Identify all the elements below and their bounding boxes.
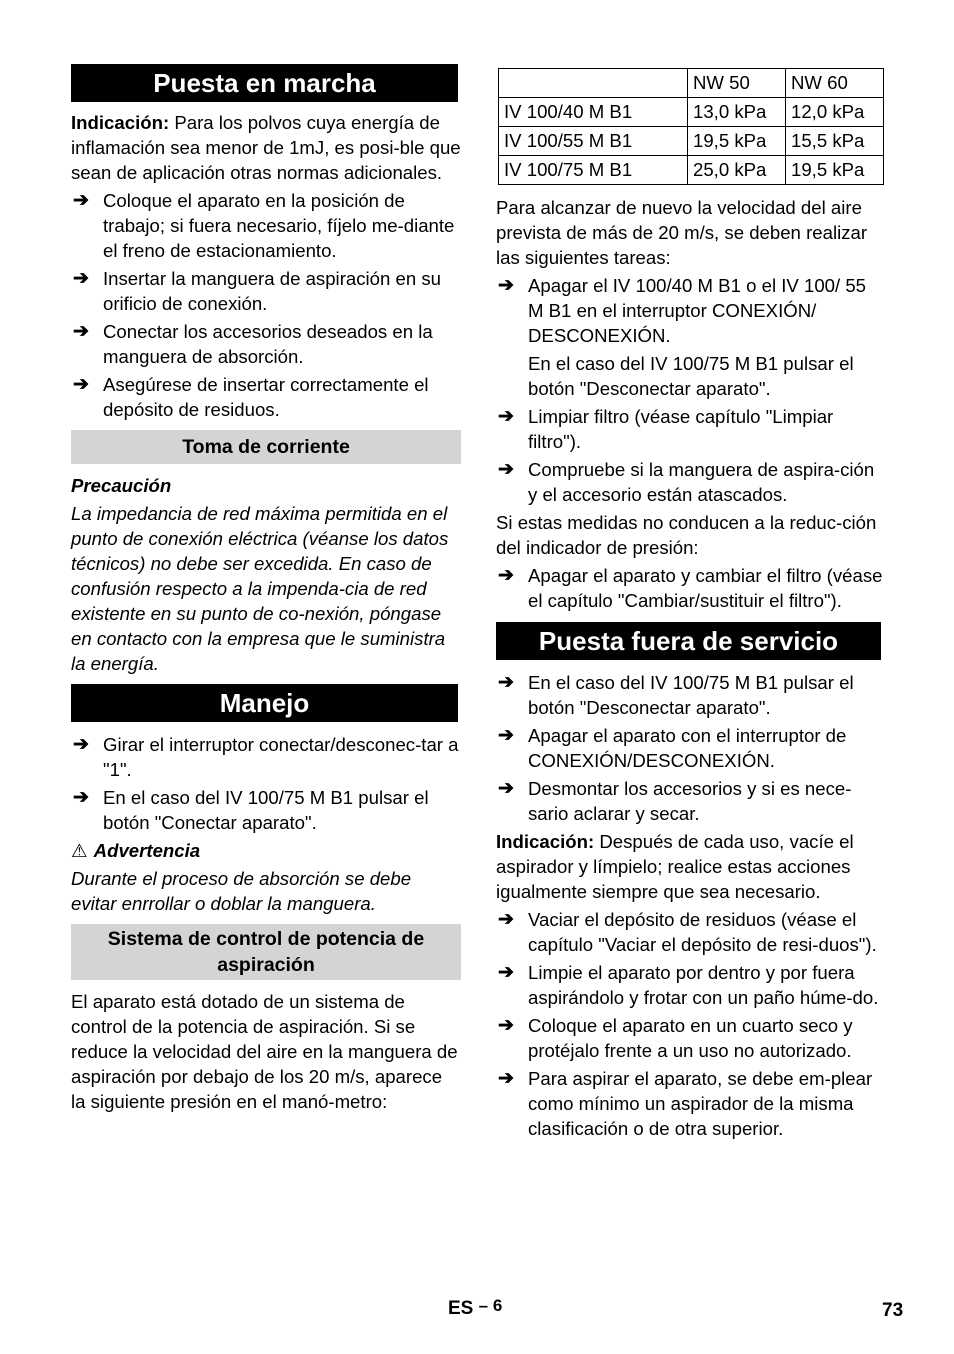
bullet-item bbox=[71, 188, 461, 263]
bullet-text: Asegúrese de insertar correctamente el depósito de residuos. bbox=[103, 374, 429, 420]
bullet-text: Compruebe si la manguera de aspira-ción y el accesorio están atascados. bbox=[528, 459, 875, 505]
arrow-icon: ➔ bbox=[498, 406, 514, 427]
arrow-icon: ➔ bbox=[498, 909, 514, 930]
bullet-item bbox=[496, 1013, 884, 1063]
heading-puesta-en-marcha: Puesta en marcha bbox=[71, 64, 458, 102]
pressure-table bbox=[498, 68, 884, 185]
precaucion-label: Precaución bbox=[71, 475, 172, 496]
bullet-text: Para aspirar el aparato, se debe em-plear como mínimo un aspirador de la misma clasificación o de otra superior. bbox=[528, 1068, 873, 1139]
arrow-icon: ➔ bbox=[498, 1015, 514, 1036]
table-header-cell: NW 60 bbox=[786, 69, 884, 98]
arrow-icon: ➔ bbox=[73, 190, 89, 211]
advertencia-text: Durante el proceso de absorción se debe evitar enrrollar o doblar la manguera. bbox=[71, 868, 412, 914]
bullet-item bbox=[496, 670, 884, 720]
table-cell: 15,5 kPa bbox=[786, 127, 884, 156]
arrow-icon: ➔ bbox=[498, 725, 514, 746]
arrow-icon: ➔ bbox=[498, 275, 514, 296]
arrow-icon: ➔ bbox=[73, 268, 89, 289]
warning-icon: ⚠ bbox=[71, 840, 88, 861]
sistema-text: El aparato está dotado de un sistema de control de la potencia de aspiración. Si se reduce la velocidad del aire en la manguera de aspiración por debajo de los 20 m/s, aparece la siguiente presión en el manó-metro: bbox=[71, 991, 458, 1112]
right-column bbox=[496, 64, 884, 1144]
bullet-text: Conectar los accesorios deseados en la manguera de absorción. bbox=[103, 321, 433, 367]
table-row bbox=[499, 127, 884, 156]
bullet-item bbox=[496, 723, 884, 773]
table-cell: IV 100/75 M B1 bbox=[499, 156, 688, 185]
table-cell: 12,0 kPa bbox=[786, 98, 884, 127]
table-header-cell: NW 50 bbox=[688, 69, 786, 98]
indicacion-label: Indicación: bbox=[496, 831, 595, 852]
arrow-icon: ➔ bbox=[498, 778, 514, 799]
arrow-icon: ➔ bbox=[73, 734, 89, 755]
footer-lang: ES bbox=[448, 1298, 474, 1319]
table-header-row bbox=[499, 69, 884, 98]
bullet-text: En el caso del IV 100/75 M B1 pulsar el botón "Desconectar aparato". bbox=[528, 672, 854, 718]
indicacion-label: Indicación: bbox=[71, 112, 170, 133]
advertencia-label: Advertencia bbox=[93, 840, 201, 861]
bullet-item bbox=[71, 266, 461, 316]
arrow-icon: ➔ bbox=[73, 374, 89, 395]
arrow-icon: ➔ bbox=[498, 1068, 514, 1089]
bullet-text: Apagar el aparato con el interruptor de CONEXIÓN/DESCONEXIÓN. bbox=[528, 725, 847, 771]
arrow-icon: ➔ bbox=[498, 565, 514, 586]
indicacion-text: Después de cada uso, vacíe el aspirador y límpielo; realice estas acciones igualmente siempre que sea necesario. bbox=[496, 831, 854, 902]
table-cell: IV 100/55 M B1 bbox=[499, 127, 688, 156]
para-text: Para alcanzar de nuevo la velocidad del aire prevista de más de 20 m/s, se deben realizar las siguientes tareas: bbox=[496, 197, 868, 268]
footer-dash-page: – 6 bbox=[478, 1296, 503, 1315]
arrow-icon: ➔ bbox=[498, 962, 514, 983]
arrow-icon: ➔ bbox=[498, 672, 514, 693]
arrow-icon: ➔ bbox=[73, 321, 89, 342]
arrow-icon: ➔ bbox=[498, 459, 514, 480]
heading-sistema-control: Sistema de control de potencia de aspiración bbox=[71, 924, 461, 980]
indicacion-paragraph bbox=[71, 110, 461, 185]
table-cell: 13,0 kPa bbox=[688, 98, 786, 127]
table-cell: 19,5 kPa bbox=[688, 127, 786, 156]
bullet-text: Limpiar filtro (véase capítulo "Limpiar filtro"). bbox=[528, 406, 834, 452]
bullet-text: Vaciar el depósito de residuos (véase el capítulo "Vaciar el depósito de resi-duos"). bbox=[528, 909, 877, 955]
bullet-text: Coloque el aparato en un cuarto seco y protéjalo frente a un uso no autorizado. bbox=[528, 1015, 853, 1061]
bullet-item bbox=[496, 907, 884, 957]
bullet-text: En el caso del IV 100/75 M B1 pulsar el botón "Conectar aparato". bbox=[103, 787, 429, 833]
bullet-text: Desmontar los accesorios y si es nece-sario aclarar y secar. bbox=[528, 778, 852, 824]
footer-page-label bbox=[448, 1296, 502, 1321]
table-row bbox=[499, 156, 884, 185]
bullet-item bbox=[496, 457, 884, 507]
bullet-item bbox=[496, 563, 884, 613]
table-cell: 19,5 kPa bbox=[786, 156, 884, 185]
advertencia-heading bbox=[71, 838, 461, 863]
bullet-text: Apagar el aparato y cambiar el filtro (véase el capítulo "Cambiar/sustituir el filtro"). bbox=[528, 565, 883, 611]
footer-page-number: 73 bbox=[882, 1300, 904, 1321]
si-text: Si estas medidas no conducen a la reduc-ción del indicador de presión: bbox=[496, 512, 877, 558]
bullet-text: Coloque el aparato en la posición de trabajo; si fuera necesario, fíjelo me-diante el freno de estacionamiento. bbox=[103, 190, 455, 261]
heading-puesta-fuera-de-servicio: Puesta fuera de servicio bbox=[496, 622, 881, 660]
bullet-subtext: En el caso del IV 100/75 M B1 pulsar el botón "Desconectar aparato". bbox=[528, 353, 854, 399]
bullet-item bbox=[496, 404, 884, 454]
table-row bbox=[499, 98, 884, 127]
heading-toma-de-corriente: Toma de corriente bbox=[71, 430, 461, 464]
indicacion-paragraph bbox=[496, 829, 884, 904]
bullet-text: Limpie el aparato por dentro y por fuera aspirándolo y frotar con un paño húme-do. bbox=[528, 962, 879, 1008]
bullet-item bbox=[496, 776, 884, 826]
table-header-cell bbox=[499, 69, 688, 98]
table-cell: IV 100/40 M B1 bbox=[499, 98, 688, 127]
heading-manejo: Manejo bbox=[71, 684, 458, 722]
bullet-text: Girar el interruptor conectar/desconec-tar a "1". bbox=[103, 734, 459, 780]
left-column bbox=[71, 64, 461, 1117]
bullet-text: Apagar el IV 100/40 M B1 o el IV 100/ 55 M B1 en el interruptor CONEXIÓN/ DESCONEXIÓN. bbox=[528, 275, 867, 346]
bullet-item bbox=[71, 785, 461, 835]
bullet-item bbox=[496, 273, 884, 348]
indicacion-text: Para los polvos cuya energía de inflamación sea menor de 1mJ, es posi-ble que sean de aplicación otras normas adicionales. bbox=[71, 112, 461, 183]
arrow-icon: ➔ bbox=[73, 787, 89, 808]
bullet-item bbox=[496, 1066, 884, 1141]
bullet-item bbox=[71, 372, 461, 422]
bullet-item bbox=[496, 960, 884, 1010]
table-cell: 25,0 kPa bbox=[688, 156, 786, 185]
bullet-text: Insertar la manguera de aspiración en su orificio de conexión. bbox=[103, 268, 441, 314]
bullet-item bbox=[71, 732, 461, 782]
precaucion-text: La impedancia de red máxima permitida en el punto de conexión eléctrica (véanse los datos técnicos) no debe ser excedida. En caso de confusión respecto a la impenda-cia de red existente en su punto de co-nexión, póngase en contacto con la empresa que le suministra la energía. bbox=[71, 503, 449, 674]
bullet-item bbox=[71, 319, 461, 369]
